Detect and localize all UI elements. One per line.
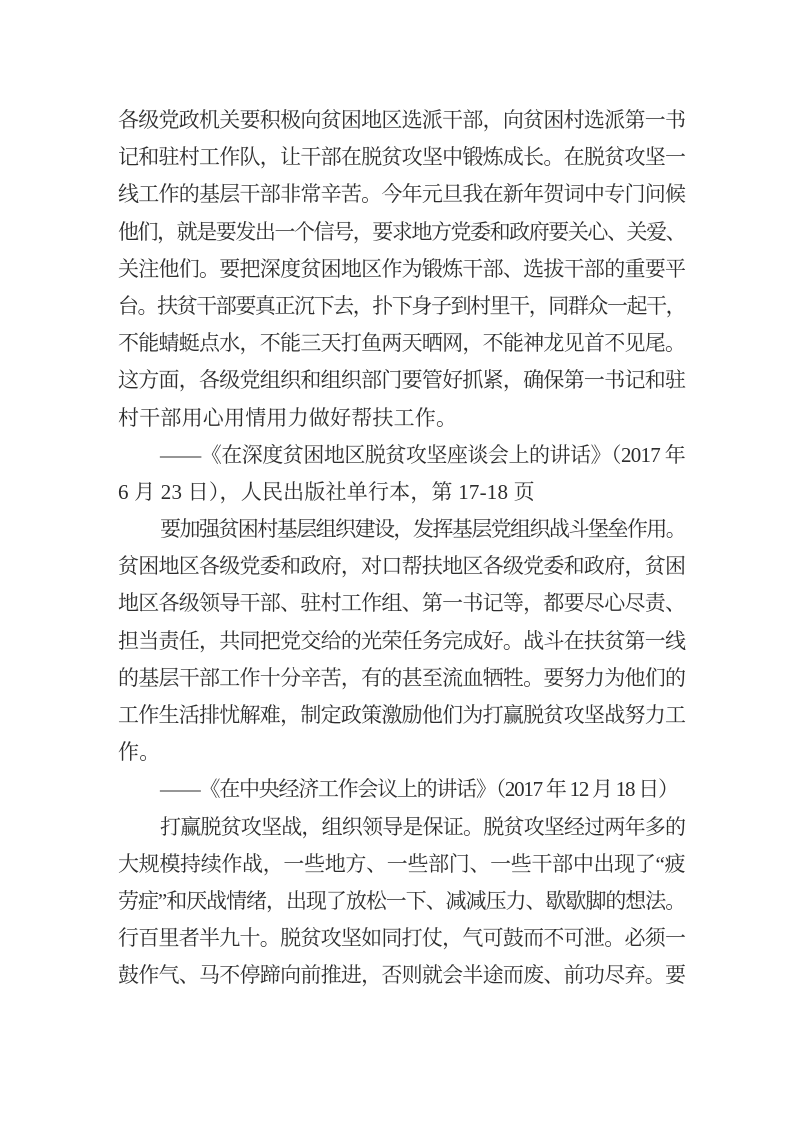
text-line: 线工作的基层干部非常辛苦。今年元旦我在新年贺词中专门问候: [118, 182, 685, 207]
text-line: 作。: [118, 740, 161, 765]
citation-line: ——《在中央经济工作会议上的讲话》（2017 年 12 月 18 日）: [160, 777, 678, 802]
text-line: 打赢脱贫攻坚战，组织领导是保证。脱贫攻坚经过两年多的: [160, 814, 685, 839]
text-block: [118, 102, 685, 995]
text-line: 要加强贫困村基层组织建设，发挥基层党组织战斗堡垒作用。: [160, 517, 685, 542]
citation-line: ——《在深度贫困地区脱贫攻坚座谈会上的讲话》（2017 年: [160, 442, 685, 467]
text-line: 他们，就是要发出一个信号，要求地方党委和政府要关心、关爱、: [118, 219, 685, 244]
text-line: 关注他们。要把深度贫困地区作为锻炼干部、选拔干部的重要平: [118, 256, 685, 281]
text-line: 地区各级领导干部、驻村工作组、第一书记等，都要尽心尽责、: [118, 591, 685, 616]
citation-2: [118, 771, 685, 808]
text-line: 不能蜻蜓点水，不能三天打鱼两天晒网，不能神龙见首不见尾。: [118, 331, 685, 356]
body-paragraph-2: [118, 511, 685, 771]
text-line: 台。扶贫干部要真正沉下去，扑下身子到村里干，同群众一起干，: [118, 293, 685, 318]
text-line: 贫困地区各级党委和政府，对口帮扶地区各级党委和政府，贫困: [118, 554, 685, 579]
text-line: 记和驻村工作队，让干部在脱贫攻坚中锻炼成长。在脱贫攻坚一: [118, 145, 685, 170]
text-line: 行百里者半九十。脱贫攻坚如同打仗，气可鼓而不可泄。必须一: [118, 926, 685, 951]
text-line: 劳症”和厌战情绪，出现了放松一下、减减压力、歇歇脚的想法。: [118, 888, 685, 913]
body-paragraph-1: [118, 102, 685, 437]
text-line: 的基层干部工作十分辛苦，有的甚至流血牺牲。要努力为他们的: [118, 665, 685, 690]
text-line: 担当责任，共同把党交给的光荣任务完成好。战斗在扶贫第一线: [118, 628, 685, 653]
text-line: 大规模持续作战，一些地方、一些部门、一些干部中出现了“疲: [118, 851, 685, 876]
text-line: 村干部用心用情用力做好帮扶工作。: [118, 405, 458, 430]
text-line: 这方面，各级党组织和组织部门要管好抓紧，确保第一书记和驻: [118, 368, 685, 393]
text-line: 工作生活排忧解难，制定政策激励他们为打赢脱贫攻坚战努力工: [118, 703, 685, 727]
body-paragraph-3: [118, 809, 685, 995]
citation-1: [118, 437, 685, 511]
text-line: 各级党政机关要积极向贫困地区选派干部，向贫困村选派第一书: [118, 108, 685, 132]
text-line: 鼓作气、马不停蹄向前推进，否则就会半途而废、前功尽弃。要: [118, 963, 685, 988]
citation-line: 6 月 23 日），人民出版社单行本，第 17-18 页: [118, 479, 535, 504]
